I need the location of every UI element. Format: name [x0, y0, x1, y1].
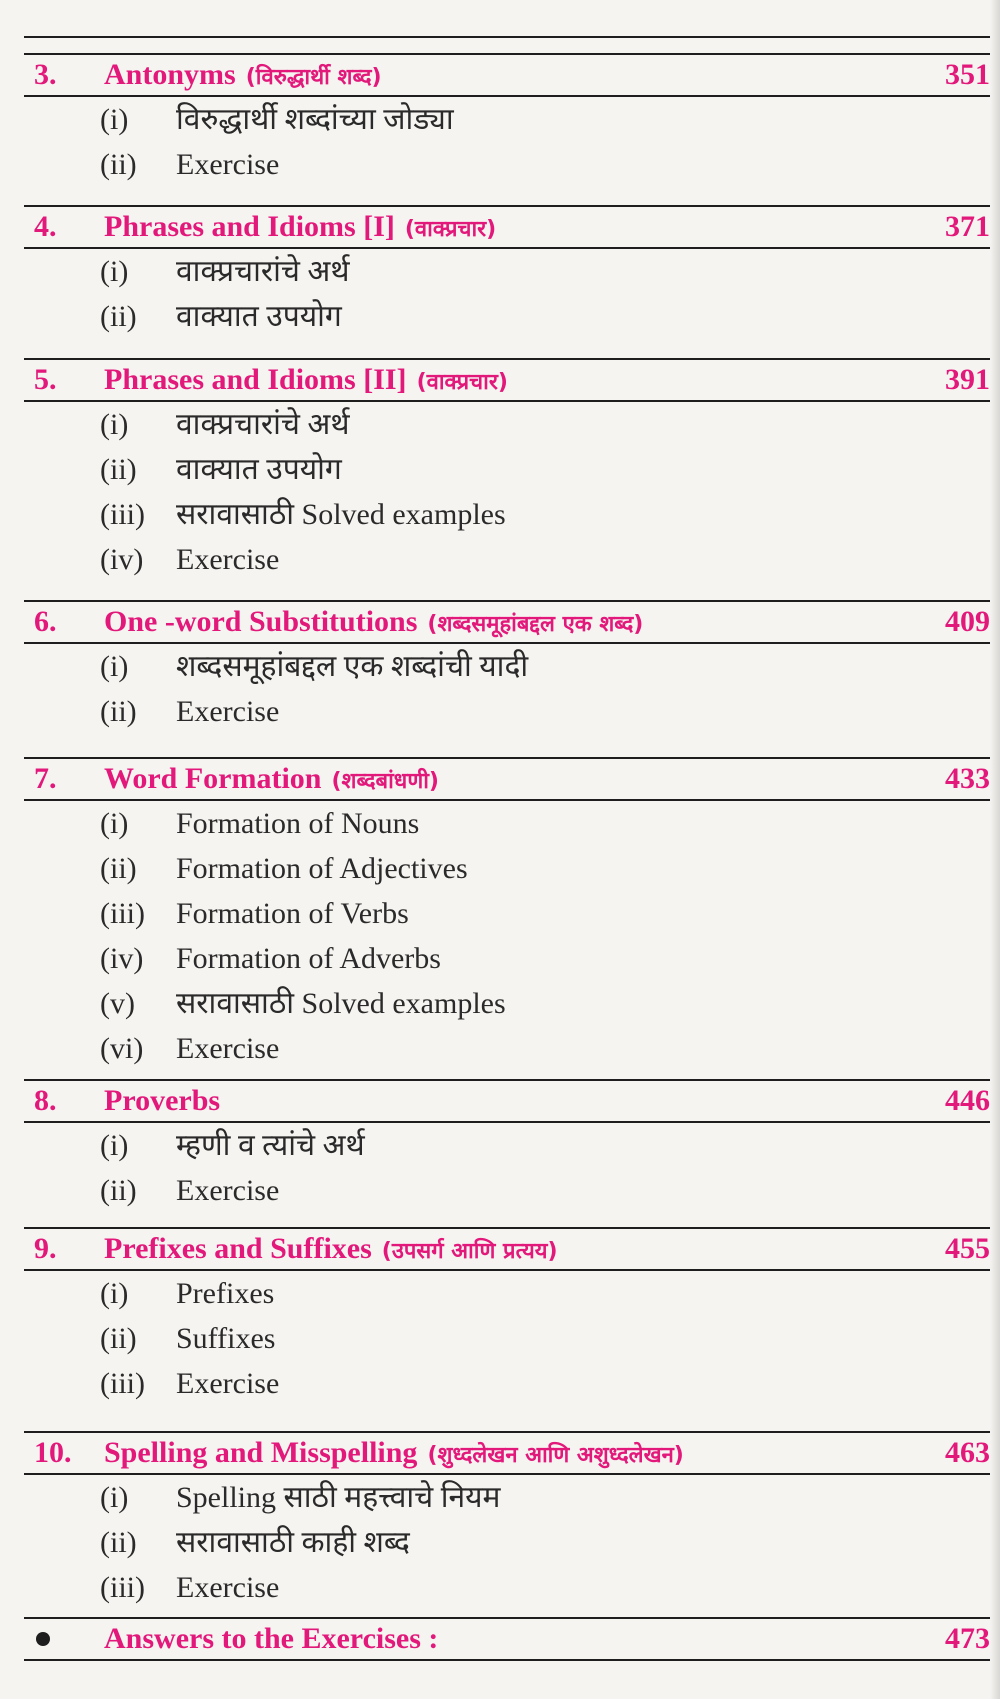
section-page-number: 446	[945, 1084, 990, 1117]
toc-section-6	[24, 600, 990, 734]
section-title-marathi: (उपसर्ग आणि प्रत्यय)	[381, 1239, 558, 1264]
subtopic-list	[24, 249, 990, 339]
answers-title: Answers to the Exercises :	[104, 1622, 439, 1655]
list-item: (i) शब्दसमूहांबद्दल एक शब्दांची यादी	[100, 650, 529, 683]
section-page-number: 433	[945, 762, 990, 795]
toc-section-5	[24, 358, 990, 582]
section-number: 9.	[34, 1232, 57, 1265]
answers-header[interactable]	[24, 1617, 990, 1661]
list-item: (iii) Exercise	[100, 1571, 280, 1604]
answers-page-number: 473	[945, 1622, 990, 1655]
list-item: (vi) Exercise	[100, 1032, 280, 1065]
toc-section-3	[24, 53, 990, 187]
subtopic-list	[24, 1123, 990, 1213]
section-title-marathi: (वाक्प्रचार)	[404, 217, 497, 242]
section-title-marathi: (शब्दसमूहांबद्दल एक शब्द)	[427, 612, 644, 637]
list-item: (i) Spelling साठी महत्त्वाचे नियम	[100, 1481, 501, 1514]
subtopic-list	[24, 801, 990, 1071]
section-number: 7.	[34, 762, 57, 795]
list-item: (i) म्हणी व त्यांचे अर्थ	[100, 1129, 365, 1162]
toc-section-7	[24, 757, 990, 1071]
subtopic-list	[24, 402, 990, 582]
section-number: 10.	[34, 1436, 72, 1469]
list-item: (iii) Exercise	[100, 1367, 280, 1400]
section-title: Phrases and Idioms [I]	[104, 210, 395, 243]
section-header[interactable]	[24, 600, 990, 644]
section-header[interactable]	[24, 53, 990, 97]
list-item: (ii) वाक्यात उपयोग	[100, 453, 342, 486]
section-header[interactable]	[24, 1431, 990, 1475]
section-page-number: 351	[945, 58, 990, 91]
toc-section-8	[24, 1079, 990, 1213]
list-item: (ii) Exercise	[100, 695, 280, 728]
section-title: Proverbs	[104, 1084, 221, 1117]
toc-section-9	[24, 1227, 990, 1406]
section-title: Phrases and Idioms [II]	[104, 363, 407, 396]
list-item: (ii) Suffixes	[100, 1322, 276, 1355]
section-page-number: 409	[945, 605, 990, 638]
section-title: Antonyms	[104, 58, 236, 91]
list-item: (i) विरुद्धार्थी शब्दांच्या जोड्या	[100, 103, 454, 136]
section-number: 5.	[34, 363, 57, 396]
section-page-number: 455	[945, 1232, 990, 1265]
subtopic-list	[24, 644, 990, 734]
list-item: (ii) Exercise	[100, 148, 280, 181]
section-header[interactable]	[24, 205, 990, 249]
section-title: Spelling and Misspelling	[104, 1436, 418, 1469]
list-item: (iv) Exercise	[100, 543, 280, 576]
subtopic-list	[24, 1271, 990, 1406]
section-title-marathi: (शुध्दलेखन आणि अशुध्दलेखन)	[427, 1443, 684, 1468]
subtopic-list	[24, 1475, 990, 1610]
list-item: (iii) Formation of Verbs	[100, 897, 409, 930]
list-item: (ii) वाक्यात उपयोग	[100, 300, 342, 333]
list-item: (ii) सरावासाठी काही शब्द	[100, 1526, 410, 1559]
section-number: 3.	[34, 58, 57, 91]
list-item: (iii) सरावासाठी Solved examples	[100, 498, 506, 531]
section-header[interactable]	[24, 358, 990, 402]
subtopic-list	[24, 97, 990, 187]
section-page-number: 371	[945, 210, 990, 243]
list-item: (iv) Formation of Adverbs	[100, 942, 441, 975]
toc-section-10	[24, 1431, 990, 1610]
list-item: (i) वाक्प्रचारांचे अर्थ	[100, 255, 350, 288]
list-item: (i) Formation of Nouns	[100, 807, 420, 840]
section-page-number: 463	[945, 1436, 990, 1469]
section-title-marathi: (वाक्प्रचार)	[416, 370, 508, 395]
section-header[interactable]	[24, 1227, 990, 1271]
page-edge-shadow	[990, 0, 1000, 1699]
list-item: (ii) Formation of Adjectives	[100, 852, 468, 885]
top-rule	[24, 36, 990, 38]
list-item: (ii) Exercise	[100, 1174, 280, 1207]
section-title: Prefixes and Suffixes	[104, 1232, 372, 1265]
section-header[interactable]	[24, 1079, 990, 1123]
list-item: (v) सरावासाठी Solved examples	[100, 987, 506, 1020]
list-item: (i) वाक्प्रचारांचे अर्थ	[100, 408, 350, 441]
toc-section-4	[24, 205, 990, 339]
section-title-marathi: (विरुद्धार्थी शब्द)	[245, 65, 382, 90]
section-number: 4.	[34, 210, 57, 243]
bullet-icon	[36, 1632, 50, 1646]
section-title: One -word Substitutions	[104, 605, 418, 638]
section-header[interactable]	[24, 757, 990, 801]
section-title: Word Formation	[104, 762, 322, 795]
list-item: (i) Prefixes	[100, 1277, 275, 1310]
toc-answers	[24, 1617, 990, 1661]
section-page-number: 391	[945, 363, 990, 396]
section-number: 8.	[34, 1084, 57, 1117]
section-number: 6.	[34, 605, 57, 638]
section-title-marathi: (शब्दबांधणी)	[331, 769, 439, 794]
